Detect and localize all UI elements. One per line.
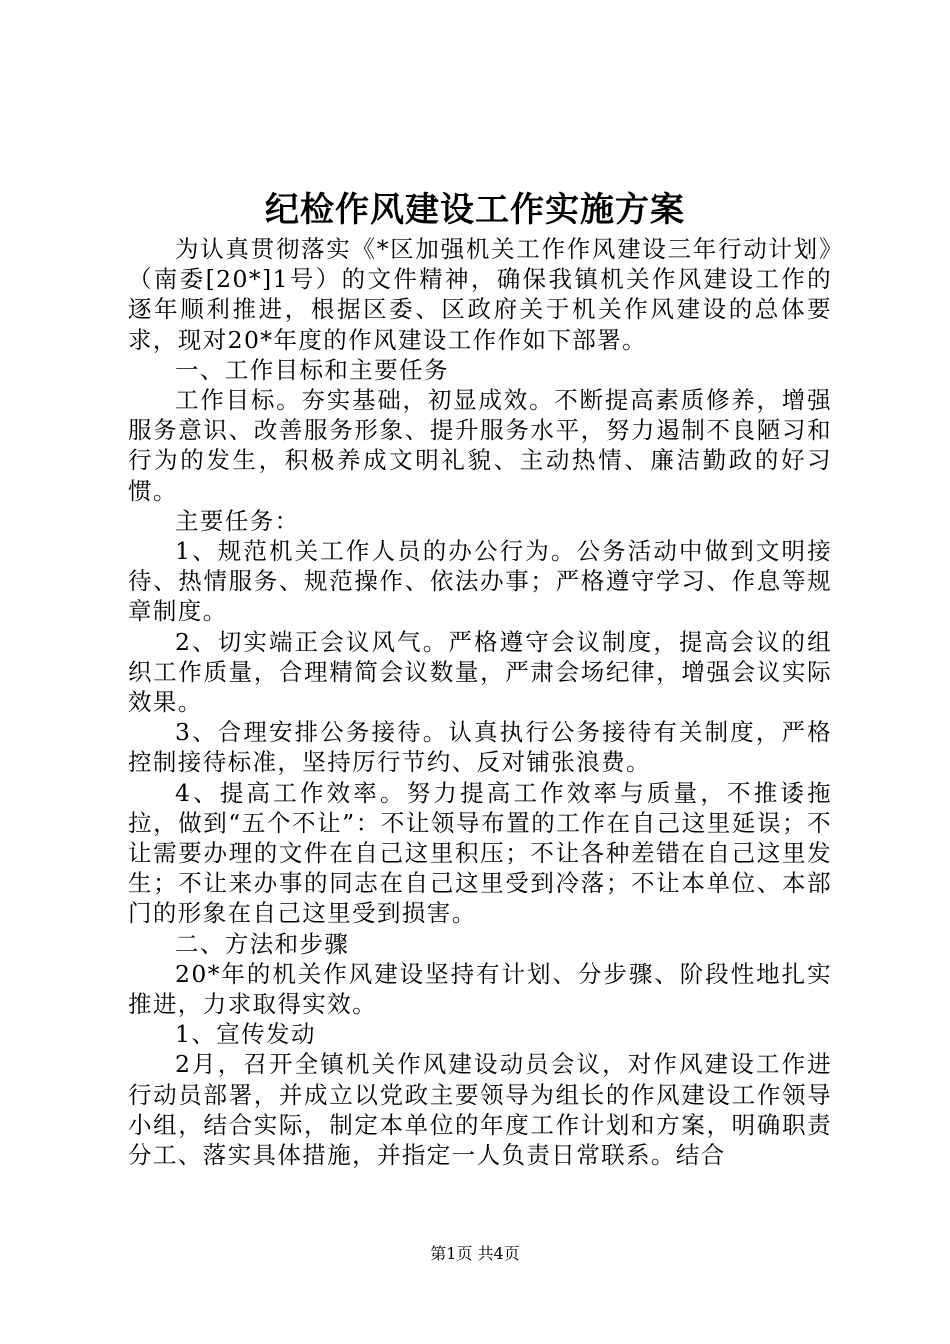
section-heading-methods: 二、方法和步骤 (175, 929, 350, 958)
section-heading-goals: 一、工作目标和主要任务 (175, 355, 449, 384)
page-footer: 第1页 共4页 (430, 1244, 520, 1263)
paragraph-task-2: 2、切实端正会议风气。严格遵守会议制度，提高会议的组织工作质量，合理精简会议数量，严肃会场纪律，增强会议实际效果。 (128, 627, 832, 717)
document-title: 纪检作风建设工作实施方案 (265, 190, 685, 230)
paragraph-methods-intro: 20*年的机关作风建设坚持有计划、分步骤、阶段性地扎实推进，力求取得实效。 (128, 959, 832, 1019)
paragraph-task-4: 4、提高工作效率。努力提高工作效率与质量，不推诿拖拉，做到“五个不让”：不让领导布置的工作在自己这里延误；不让需要办理的文件在自己这里积压；不让各种差错在自己这里发生；不让来办事的同志在自己这里受到冷落；不让本单位、本部门的形象在自己这里受到损害。 (128, 778, 832, 928)
subheading-main-tasks: 主要任务： (175, 506, 300, 535)
document-body (128, 234, 832, 1170)
paragraph-work-goal: 工作目标。夯实基础，初显成效。不断提高素质修养，增强服务意识、改善服务形象、提升服务水平，努力遏制不良陋习和行为的发生，积极养成文明礼貌、主动热情、廉洁勤政的好习惯。 (128, 386, 832, 505)
paragraph-intro: 为认真贯彻落实《*区加强机关工作作风建设三年行动计划》（南委[20*]1号）的文件精神，确保我镇机关作风建设工作的逐年顺利推进，根据区委、区政府关于机关作风建设的总体要求，现对20*年度的作风建设工作作如下部署。 (128, 235, 832, 354)
subheading-publicity: 1、宣传发动 (175, 1020, 316, 1049)
paragraph-task-1: 1、规范机关工作人员的办公行为。公务活动中做到文明接待、热情服务、规范操作、依法办事；严格遵守学习、作息等规章制度。 (128, 537, 832, 626)
paragraph-publicity: 2月，召开全镇机关作风建设动员会议，对作风建设工作进行动员部署，并成立以党政主要领导为组长的作风建设工作领导小组，结合实际，制定本单位的年度工作计划和方案，明确职责分工、落实具体措施，并指定一人负责日常联系。结合 (128, 1050, 832, 1170)
paragraph-task-3: 3、合理安排公务接待。认真执行公务接待有关制度，严格控制接待标准，坚持厉行节约、反对铺张浪费。 (128, 718, 832, 777)
